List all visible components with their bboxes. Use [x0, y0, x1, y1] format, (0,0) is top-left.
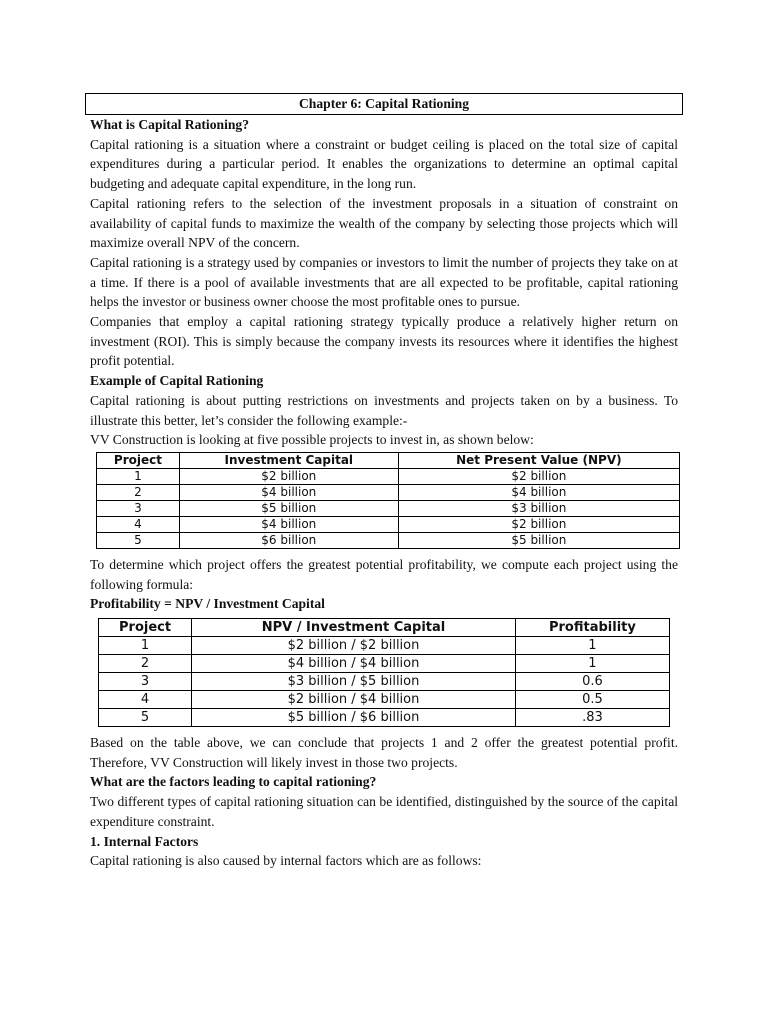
table-cell: $2 billion: [398, 516, 679, 532]
table-cell: $5 billion / $6 billion: [192, 709, 516, 727]
table-cell: 5: [97, 532, 180, 548]
table-row: [99, 709, 670, 727]
paragraph-internal-factors: Capital rationing is also caused by internal factors which are as follows:: [90, 853, 482, 869]
table-cell: $2 billion / $2 billion: [192, 637, 516, 655]
table-cell: 4: [99, 691, 192, 709]
paragraph-selection: Capital rationing refers to the selection of the investment proposals in a situation of constraint on availability of capital funds to maximize the wealth of the company by selecting those projects which will maximize overall NPV of the concern.: [90, 195, 678, 251]
column-header: Project: [97, 452, 180, 468]
table-cell: $4 billion: [179, 484, 398, 500]
table-cell: 5: [99, 709, 192, 727]
table-cell: 2: [97, 484, 180, 500]
table-row: [97, 484, 680, 500]
section-heading-factors: What are the factors leading to capital rationing?: [90, 774, 377, 790]
column-header: Project: [99, 619, 192, 637]
document-body: [90, 93, 678, 871]
table-cell: $5 billion: [179, 500, 398, 516]
table-cell: 4: [97, 516, 180, 532]
table-cell: 3: [97, 500, 180, 516]
table-row: [99, 655, 670, 673]
table-row: [97, 500, 680, 516]
table-cell: 1: [515, 637, 669, 655]
table-cell: $4 billion: [179, 516, 398, 532]
table-cell: 1: [99, 637, 192, 655]
table-row: [99, 673, 670, 691]
subheading-internal-factors: 1. Internal Factors: [90, 833, 199, 849]
paragraph-definition: Capital rationing is a situation where a constraint or budget ceiling is placed on the total size of capital expenditures during a particular period. It enables the organizations to determine an optimal capital budgeting and adequate capital expenditure, in the long run.: [90, 136, 678, 192]
column-header: Net Present Value (NPV): [398, 452, 679, 468]
table-cell: $3 billion: [398, 500, 679, 516]
table-row: [99, 691, 670, 709]
table-cell: 0.6: [515, 673, 669, 691]
table-header-row: [99, 619, 670, 637]
table-cell: $5 billion: [398, 532, 679, 548]
section-heading-example: Example of Capital Rationing: [90, 373, 264, 389]
table-cell: 1: [97, 468, 180, 484]
table-cell: $2 billion: [398, 468, 679, 484]
table-cell: $3 billion / $5 billion: [192, 673, 516, 691]
chapter-title: Chapter 6: Capital Rationing: [85, 93, 683, 115]
section-heading-what-is: What is Capital Rationing?: [90, 117, 249, 132]
table-cell: 3: [99, 673, 192, 691]
table-cell: $6 billion: [179, 532, 398, 548]
table-row: [97, 468, 680, 484]
paragraph-roi: Companies that employ a capital rationing strategy typically produce a relatively higher return on investment (ROI). This is simply because the company invests its resources where it identifies the highest profit potential.: [90, 314, 678, 369]
paragraph-strategy: Capital rationing is a strategy used by companies or investors to limit the number of projects they take on at a time. If there is a pool of available investments that are all expected to be profitable, capital rationing helps the investor or business owner choose the most profitable ones to pursue.: [90, 254, 678, 310]
table-cell: 1: [515, 655, 669, 673]
table-row: [99, 637, 670, 655]
profitability-formula: Profitability = NPV / Investment Capital: [90, 596, 325, 612]
column-header: NPV / Investment Capital: [192, 619, 516, 637]
table-cell: $4 billion / $4 billion: [192, 655, 516, 673]
table-cell: $4 billion: [398, 484, 679, 500]
column-header: Profitability: [515, 619, 669, 637]
table-cell: .83: [515, 709, 669, 727]
table-cell: 2: [99, 655, 192, 673]
profitability-table: [98, 618, 670, 727]
table-row: [97, 532, 680, 548]
table-header-row: [97, 452, 680, 468]
paragraph-vv-construction: VV Construction is looking at five possible projects to invest in, as shown below:: [90, 432, 534, 448]
paragraph-example-intro: Capital rationing is about putting restrictions on investments and projects taken on by a business. To illustrate this better, let’s consider the following example:-: [90, 392, 678, 428]
table-row: [97, 516, 680, 532]
paragraph-profitability-intro: To determine which project offers the greatest potential profitability, we compute each project using the following formula:: [90, 556, 678, 592]
table-cell: 0.5: [515, 691, 669, 709]
paragraph-conclusion: Based on the table above, we can conclude that projects 1 and 2 offer the greatest potential profit. Therefore, VV Construction will likely invest in those two projects.: [90, 735, 678, 770]
projects-table: [96, 452, 680, 549]
column-header: Investment Capital: [179, 452, 398, 468]
table-cell: $2 billion / $4 billion: [192, 691, 516, 709]
table-cell: $2 billion: [179, 468, 398, 484]
paragraph-factors: Two different types of capital rationing situation can be identified, distinguished by the source of the capital expenditure constraint.: [90, 794, 678, 829]
